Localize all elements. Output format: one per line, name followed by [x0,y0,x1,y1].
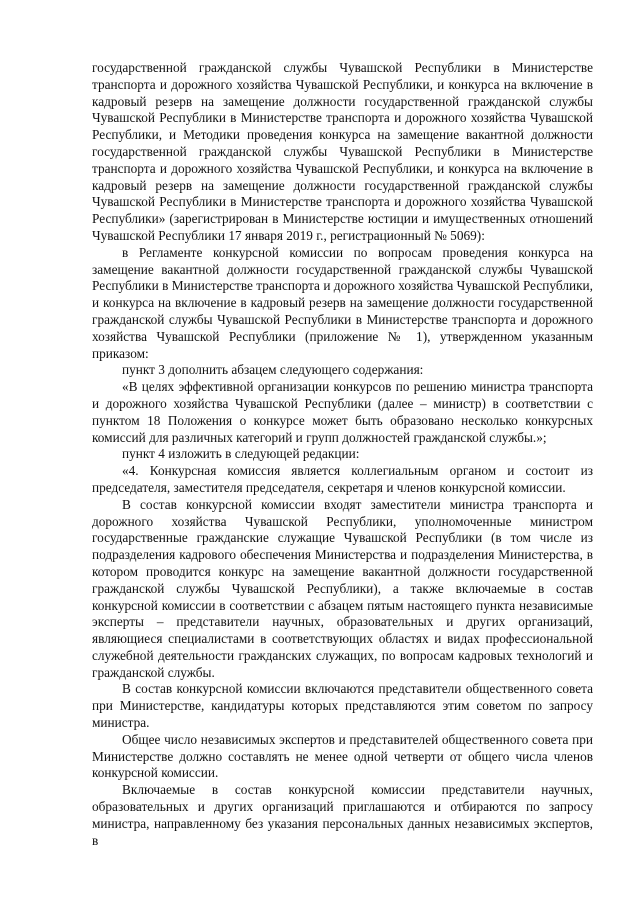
paragraph-continuation: государственной гражданской службы Чувашской Республики в Министерстве транспорта и дорожного хозяйства Чувашской Республики, и конкурса на включение в кадровый резерв на замещение должности государственной гражданской службы Чувашской Республики в Министерстве транспорта и дорожного хозяйства Чувашской Республики, и Методики проведения конкурса на замещение вакантной должности государственной гражданской службы Чувашской Республики в Министерстве транспорта и дорожного хозяйства Чувашской Республики, и конкурса на включение в кадровый резерв на замещение должности государственной гражданской службы Чувашской Республики в Министерстве транспорта и дорожного хозяйства Чувашской Республики» (зарегистрирован в Министерстве юстиции и имущественных отношений Чувашской Республики 17 января 2019 г., регистрационный № 5069): [92,60,593,243]
paragraph-point-3-text: «В целях эффективной организации конкурсов по решению министра транспорта и дорожного хозяйства Чувашской Республики (далее – министр) в соответствии с пунктом 18 Положения о конкурсе может быть образовано несколько конкурсных комиссий для различных категорий и групп должностей гражданской службы.»; [92,379,593,445]
paragraph-regulation-amendment: в Регламенте конкурсной комиссии по вопросам проведения конкурса на замещение вакантной должности государственной гражданской службы Чувашской Республики в Министерстве транспорта и дорожного хозяйства Чувашской Республики, и конкурса на включение в кадровый резерв на замещение должности государственной гражданской службы Чувашской Республики в Министерстве транспорта и дорожного хозяйства Чувашской Республики (приложение № 1), утвержденном указанным приказом: [92,244,593,361]
paragraph-expert-share: Общее число независимых экспертов и представителей общественного совета при Министерстве должно составлять не менее одной четверти от общего числа членов конкурсной комиссии. [92,731,593,781]
paragraph-point-4-intro: пункт 4 изложить в следующей редакции: [122,446,360,462]
paragraph-commission-composition: В состав конкурсной комиссии входят заместители министра транспорта и дорожного хозяйства Чувашской Республики, уполномоченные министром государственные гражданские служащие Чувашской Республики (в том числе из подразделения кадрового обеспечения Министерства и подразделения Министерства, в котором проводится конкурс на замещение вакантной должности государственной гражданской службы Чувашской Республики), а также включаемые в состав конкурсной комиссии в соответствии с абзацем пятым настоящего пункта независимые эксперты – представители научных, образовательных и других организаций, являющиеся специалистами в соответствующих областях и видах профессиональной служебной деятельности гражданских служащих, по вопросам кадровых технологий и гражданской службы. [92,496,593,680]
paragraph-expert-selection: Включаемые в состав конкурсной комиссии представители научных, образовательных и других организаций приглашаются и отбираются по запросу министра, направленному без указания персональных данных независимых экспертов, в [92,782,593,848]
paragraph-public-council: В состав конкурсной комиссии включаются представители общественного совета при Министерстве, кандидатуры которых представляются этим советом по запросу министра. [92,681,593,731]
paragraph-point-4-text: «4. Конкурсная комиссия является коллегиальным органом и состоит из председателя, заместителя председателя, секретаря и членов конкурсной комиссии. [92,463,593,495]
document-text-body [92,60,593,849]
paragraph-point-3-intro: пункт 3 дополнить абзацем следующего содержания: [122,362,424,378]
